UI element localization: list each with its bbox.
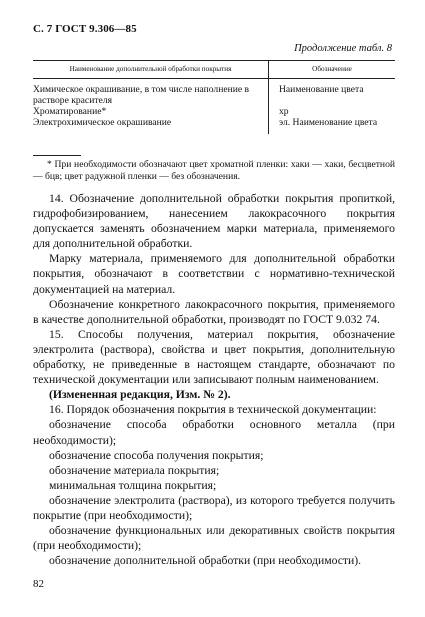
designation-table <box>33 60 395 134</box>
list-item: обозначение функциональных или декоративных свойств покрытия (при необходимости); <box>33 524 395 553</box>
table-cell-name: Хроматирование* <box>33 106 269 117</box>
column-header-designation: Обозначение <box>269 61 396 79</box>
table-cell-name: Электрохимическое окрашивание <box>33 117 269 134</box>
paragraph: 15. Способы получения, материал покрытия, обозначение электролита (раствора), свойства и цвет покрытия, дополнительную обработку, не приведенные в настоящем стандарте, обозначают по технической документации или записывают полным наименованием. <box>33 327 395 387</box>
list-item: обозначение дополнительной обработки (при необходимости). <box>49 554 362 568</box>
list-item: обозначение электролита (раствора), из которого требуется получить покрытие (при необходимости); <box>33 493 395 522</box>
table-cell-designation: эл. Наименование цвета <box>279 117 378 128</box>
table-cell-name: Химическое окрашивание, в том числе наполнение в растворе красителя <box>33 79 269 107</box>
table-row <box>33 79 395 107</box>
page-header: С. 7 ГОСТ 9.306—85 <box>33 23 137 35</box>
amendment-note: (Измененная редакция, Изм. № 2). <box>49 388 231 402</box>
page-number: 82 <box>33 578 44 590</box>
paragraph: 14. Обозначение дополнительной обработки покрытия пропиткой, гидрофобизированием, нанесением лакокрасочного покрытия допускается заменять обозначением марки материала, применяемого для дополнительной обработки. <box>33 192 395 251</box>
table-row <box>33 106 395 117</box>
list-item: обозначение способа обработки основного металла (при необходимости); <box>33 418 395 447</box>
paragraph: Марку материала, применяемого для дополнительной обработки покрытия, обозначают в соответствии с нормативно-технической документацией на материал. <box>33 252 395 296</box>
table-continued-label: Продолжение табл. 8 <box>294 43 392 54</box>
list-item: минимальная толщина покрытия; <box>49 478 217 492</box>
paragraph: 16. Порядок обозначения покрытия в технической документации: <box>49 403 377 417</box>
table-header-row <box>33 61 395 79</box>
table-cell-designation: хр <box>279 106 289 117</box>
list-item: обозначение материала покрытия; <box>49 463 220 477</box>
list-item: обозначение способа получения покрытия; <box>49 448 264 462</box>
column-header-name: Наименование дополнительной обработки покрытия <box>33 61 269 79</box>
table-row <box>33 117 395 134</box>
body-text <box>33 191 395 568</box>
table-cell-designation: Наименование цвета <box>279 84 364 95</box>
paragraph: Обозначение конкретного лакокрасочного покрытия, применяемого в качестве дополнительной обработки, производят по ГОСТ 9.032 74. <box>33 297 395 326</box>
footnote: * При необходимости обозначают цвет хроматной пленки: хаки — хаки, бесцветной — бцв; цвет радужной пленки — без обозначения. <box>33 159 395 182</box>
footnote-divider <box>33 155 81 156</box>
